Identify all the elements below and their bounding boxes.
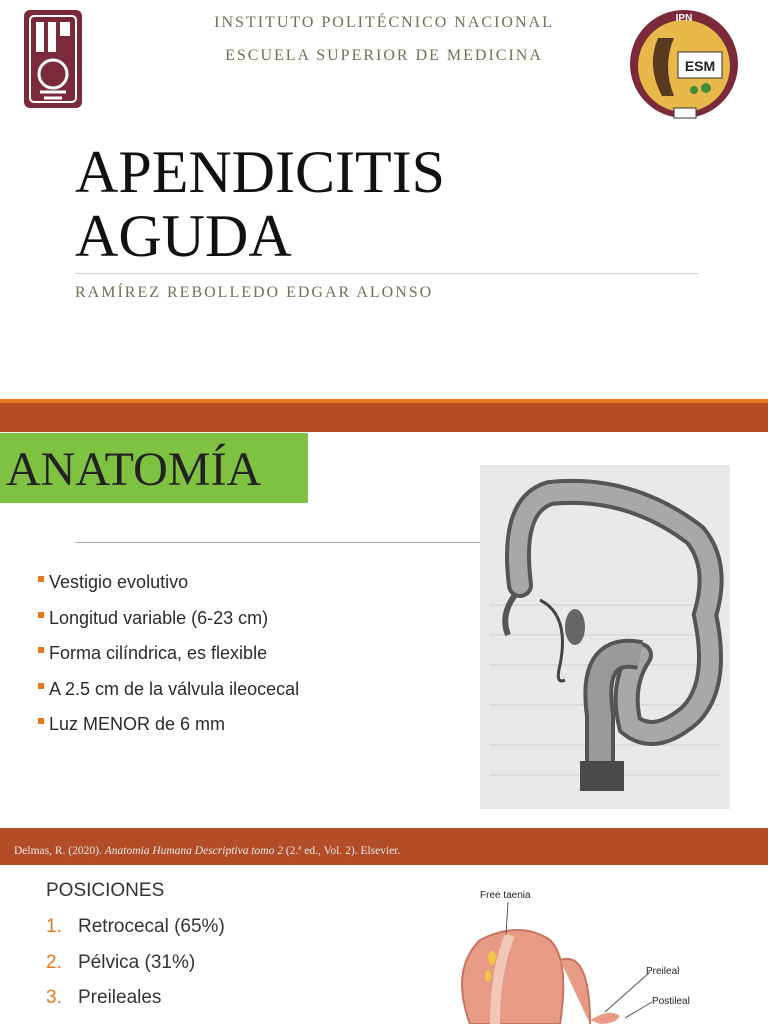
- bullet-text: Forma cilíndrica, es flexible: [49, 643, 268, 663]
- bullet-text: Longitud variable (6-23 cm): [49, 607, 269, 628]
- citation-text: [14, 845, 400, 857]
- institute-name: INSTITUTO POLITÉCNICO NACIONAL: [214, 14, 554, 31]
- list-item: [38, 572, 299, 608]
- list-number: 3.: [46, 987, 62, 1008]
- esm-logo-text: ESM: [684, 58, 716, 74]
- list-item: [46, 916, 225, 952]
- list-item: [46, 987, 225, 1023]
- diagram-label-free-taenia: Free taenia: [480, 890, 531, 901]
- anatomy-bullet-list: [38, 572, 299, 750]
- positions-list: [46, 916, 225, 1023]
- bullet-icon: [38, 647, 44, 653]
- list-item: [38, 643, 299, 679]
- bullet-text: A 2.5 cm de la válvula ileocecal: [49, 678, 300, 699]
- slide-divider-rust: [0, 403, 768, 432]
- title-slide: [0, 0, 768, 400]
- list-number: 2.: [46, 951, 62, 973]
- list-item: [38, 714, 299, 750]
- bullet-text: Luz MENOR de 6 mm: [49, 714, 226, 734]
- esm-logo-top-text: IPN: [675, 13, 693, 24]
- school-name: ESCUELA SUPERIOR DE MEDICINA: [225, 47, 543, 64]
- citation-title: Anatomia Humana Descriptiva tomo 2: [104, 845, 283, 857]
- list-label: Preileales: [78, 987, 162, 1008]
- colon-illustration-image: [480, 465, 730, 809]
- list-number: 1.: [46, 916, 62, 937]
- list-item: [46, 952, 225, 988]
- bullet-icon: [38, 612, 44, 618]
- list-item: [38, 679, 299, 715]
- list-label: Retrocecal (65%): [78, 916, 225, 937]
- author-name: RAMÍREZ REBOLLEDO EDGAR ALONSO: [75, 284, 434, 301]
- appendix-position-diagram: [440, 880, 768, 1024]
- title-line-2: AGUDA: [75, 203, 292, 269]
- bullet-text: Vestigio evolutivo: [49, 572, 189, 592]
- title-line-1: APENDICITIS: [75, 139, 445, 205]
- diagram-label-postileal: Postileal: [652, 996, 690, 1007]
- citation-author: Delmas, R. (2020).: [14, 845, 105, 857]
- bullet-icon: [38, 576, 44, 582]
- bullet-icon: [38, 683, 44, 689]
- page-title: [75, 140, 445, 268]
- positions-heading: POSICIONES: [46, 880, 165, 901]
- list-label: Pélvica (31%): [78, 951, 196, 973]
- list-item: [38, 608, 299, 644]
- title-divider: [75, 273, 698, 274]
- citation-details: (2.ª ed., Vol. 2). Elsevier.: [282, 845, 401, 857]
- section-title: ANATOMÍA: [6, 443, 262, 496]
- bullet-icon: [38, 718, 44, 724]
- diagram-label-preileal: Preileal: [646, 966, 680, 977]
- esm-logo-icon: [628, 8, 740, 124]
- section-divider: [75, 542, 483, 543]
